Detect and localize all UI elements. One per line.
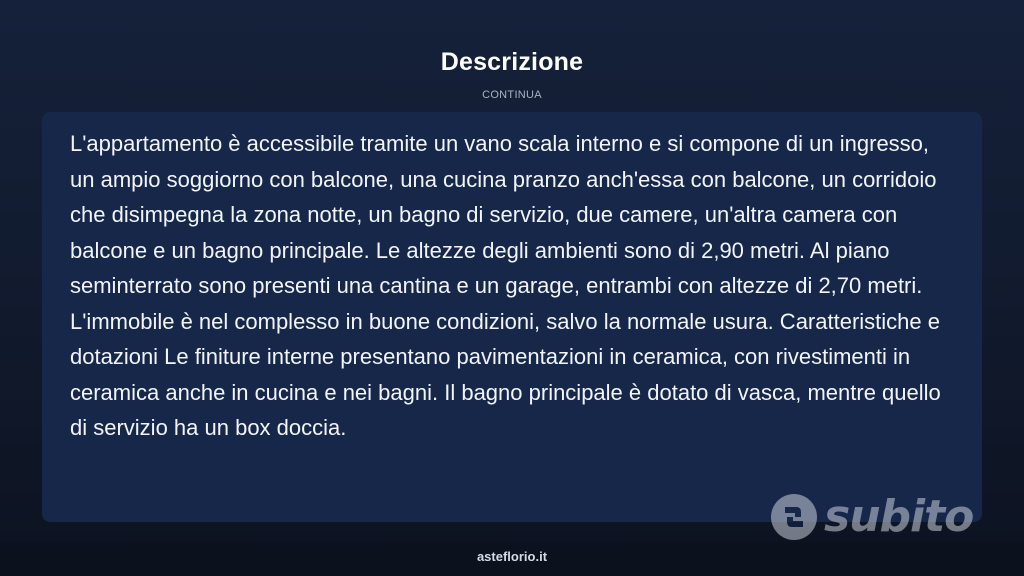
page-title: Descrizione: [440, 48, 584, 76]
description-text: L'appartamento è accessibile tramite un vano scala interno e si compone di un ingresso, un ampio soggiorno con balcone, una cucina pranzo anch'essa con balcone, un corridoio che disimpegna la zona notte, un bagno di servizio, due camere, un'altra camera con balcone e un bagno principale. Le altezze degli ambienti sono di 2,90 metri. Al piano seminterrato sono presenti una cantina e un garage, entrambi con altezze di 2,70 metri. L'immobile è nel complesso in buone condizioni, salvo la normale usura. Caratteristiche e dotazioni Le finiture interne presentano pavimentazioni in ceramica, con rivestimenti in ceramica anche in cucina e nei bagni. Il bagno principale è dotato di vasca, mentre quello di servizio ha un box doccia.: [70, 131, 941, 440]
subito-watermark: [770, 490, 973, 544]
subito-logo-icon: [770, 493, 818, 541]
footer-bar: [0, 542, 1024, 576]
subito-brand-text: subito: [824, 491, 974, 542]
description-card: [42, 112, 982, 522]
footer-site-label: asteflorio.it: [476, 549, 548, 564]
continue-label: CONTINUA: [482, 89, 542, 101]
